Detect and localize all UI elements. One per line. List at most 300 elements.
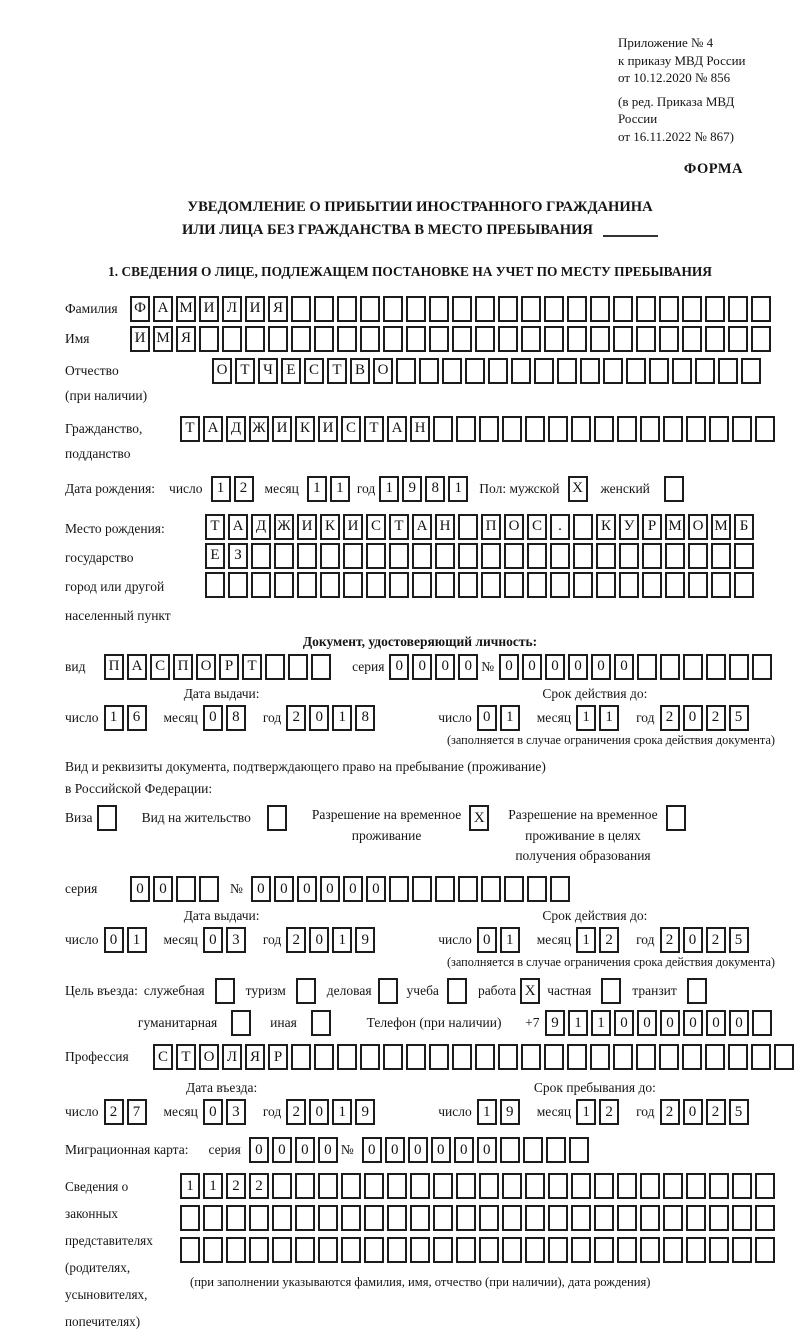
char-cell[interactable]: [755, 1173, 775, 1199]
char-cell[interactable]: [314, 1044, 334, 1070]
char-cell[interactable]: [640, 1205, 660, 1231]
char-cell[interactable]: [751, 1044, 771, 1070]
char-cell[interactable]: [732, 416, 752, 442]
char-cell[interactable]: 1: [332, 927, 352, 953]
char-cell[interactable]: [412, 543, 432, 569]
char-cell[interactable]: О: [504, 514, 524, 540]
char-cell[interactable]: 1: [332, 1099, 352, 1125]
char-cell[interactable]: П: [481, 514, 501, 540]
char-cell[interactable]: [360, 326, 380, 352]
char-cell[interactable]: [387, 1173, 407, 1199]
char-cell[interactable]: [567, 326, 587, 352]
char-cell[interactable]: [546, 1137, 566, 1163]
char-cell[interactable]: [458, 876, 478, 902]
purpose-work-checkbox[interactable]: X: [520, 978, 540, 1004]
char-cell[interactable]: [617, 1237, 637, 1263]
char-cell[interactable]: 0: [203, 705, 223, 731]
char-cell[interactable]: Т: [242, 654, 262, 680]
visa-checkbox[interactable]: [97, 805, 117, 831]
char-cell[interactable]: [341, 1205, 361, 1231]
char-cell[interactable]: 1: [591, 1010, 611, 1036]
char-cell[interactable]: [249, 1237, 269, 1263]
char-cell[interactable]: [410, 1237, 430, 1263]
char-cell[interactable]: [222, 326, 242, 352]
char-cell[interactable]: [498, 326, 518, 352]
char-cell[interactable]: [272, 1173, 292, 1199]
char-cell[interactable]: 0: [274, 876, 294, 902]
char-cell[interactable]: [396, 358, 416, 384]
char-cell[interactable]: [728, 1044, 748, 1070]
char-cell[interactable]: [663, 1205, 683, 1231]
char-cell[interactable]: 5: [729, 927, 749, 953]
char-cell[interactable]: [544, 296, 564, 322]
char-cell[interactable]: [732, 1205, 752, 1231]
char-cell[interactable]: Я: [268, 296, 288, 322]
char-cell[interactable]: 7: [127, 1099, 147, 1125]
purpose-humanitarian-checkbox[interactable]: [231, 1010, 251, 1036]
char-cell[interactable]: 1: [576, 705, 596, 731]
char-cell[interactable]: [180, 1237, 200, 1263]
char-cell[interactable]: [695, 358, 715, 384]
char-cell[interactable]: 1: [576, 927, 596, 953]
char-cell[interactable]: 2: [706, 1099, 726, 1125]
char-cell[interactable]: [660, 654, 680, 680]
char-cell[interactable]: [502, 1237, 522, 1263]
sex-male-checkbox[interactable]: X: [568, 476, 588, 502]
char-cell[interactable]: Л: [222, 1044, 242, 1070]
char-cell[interactable]: 1: [599, 705, 619, 731]
char-cell[interactable]: Н: [435, 514, 455, 540]
purpose-business-checkbox[interactable]: [378, 978, 398, 1004]
char-cell[interactable]: С: [527, 514, 547, 540]
char-cell[interactable]: [544, 1044, 564, 1070]
char-cell[interactable]: З: [228, 543, 248, 569]
char-cell[interactable]: 0: [153, 876, 173, 902]
char-cell[interactable]: [567, 1044, 587, 1070]
char-cell[interactable]: [435, 876, 455, 902]
char-cell[interactable]: [613, 326, 633, 352]
char-cell[interactable]: [734, 543, 754, 569]
char-cell[interactable]: 0: [499, 654, 519, 680]
char-cell[interactable]: [412, 572, 432, 598]
char-cell[interactable]: 0: [477, 705, 497, 731]
char-cell[interactable]: 2: [249, 1173, 269, 1199]
char-cell[interactable]: Р: [268, 1044, 288, 1070]
char-cell[interactable]: [458, 543, 478, 569]
char-cell[interactable]: 0: [458, 654, 478, 680]
char-cell[interactable]: [751, 326, 771, 352]
char-cell[interactable]: 8: [355, 705, 375, 731]
char-cell[interactable]: [272, 1237, 292, 1263]
char-cell[interactable]: [314, 296, 334, 322]
char-cell[interactable]: 1: [180, 1173, 200, 1199]
char-cell[interactable]: [686, 416, 706, 442]
char-cell[interactable]: [709, 416, 729, 442]
char-cell[interactable]: [268, 326, 288, 352]
char-cell[interactable]: Н: [410, 416, 430, 442]
char-cell[interactable]: И: [343, 514, 363, 540]
char-cell[interactable]: О: [688, 514, 708, 540]
char-cell[interactable]: [636, 326, 656, 352]
char-cell[interactable]: М: [665, 514, 685, 540]
char-cell[interactable]: [412, 876, 432, 902]
char-cell[interactable]: Т: [205, 514, 225, 540]
char-cell[interactable]: [709, 1237, 729, 1263]
char-cell[interactable]: [663, 1237, 683, 1263]
char-cell[interactable]: Т: [364, 416, 384, 442]
char-cell[interactable]: 9: [500, 1099, 520, 1125]
char-cell[interactable]: [452, 1044, 472, 1070]
char-cell[interactable]: [337, 326, 357, 352]
char-cell[interactable]: [297, 543, 317, 569]
char-cell[interactable]: [205, 572, 225, 598]
char-cell[interactable]: О: [373, 358, 393, 384]
char-cell[interactable]: 2: [599, 1099, 619, 1125]
char-cell[interactable]: [199, 876, 219, 902]
char-cell[interactable]: [706, 654, 726, 680]
char-cell[interactable]: [732, 1237, 752, 1263]
char-cell[interactable]: 2: [286, 705, 306, 731]
char-cell[interactable]: 2: [599, 927, 619, 953]
char-cell[interactable]: [728, 326, 748, 352]
char-cell[interactable]: [452, 326, 472, 352]
char-cell[interactable]: М: [711, 514, 731, 540]
char-cell[interactable]: [389, 543, 409, 569]
char-cell[interactable]: 1: [500, 927, 520, 953]
char-cell[interactable]: 2: [226, 1173, 246, 1199]
char-cell[interactable]: [318, 1205, 338, 1231]
char-cell[interactable]: [525, 416, 545, 442]
char-cell[interactable]: [318, 1173, 338, 1199]
char-cell[interactable]: [571, 416, 591, 442]
char-cell[interactable]: О: [199, 1044, 219, 1070]
char-cell[interactable]: 1: [104, 705, 124, 731]
char-cell[interactable]: [557, 358, 577, 384]
char-cell[interactable]: 1: [477, 1099, 497, 1125]
char-cell[interactable]: 0: [522, 654, 542, 680]
char-cell[interactable]: [364, 1173, 384, 1199]
char-cell[interactable]: [337, 296, 357, 322]
char-cell[interactable]: [318, 1237, 338, 1263]
char-cell[interactable]: [521, 326, 541, 352]
char-cell[interactable]: [596, 543, 616, 569]
char-cell[interactable]: 0: [320, 876, 340, 902]
char-cell[interactable]: [603, 358, 623, 384]
char-cell[interactable]: Я: [176, 326, 196, 352]
char-cell[interactable]: 2: [660, 705, 680, 731]
char-cell[interactable]: [741, 358, 761, 384]
char-cell[interactable]: [688, 543, 708, 569]
char-cell[interactable]: [573, 514, 593, 540]
char-cell[interactable]: [711, 543, 731, 569]
char-cell[interactable]: А: [153, 296, 173, 322]
char-cell[interactable]: 0: [297, 876, 317, 902]
char-cell[interactable]: [274, 543, 294, 569]
char-cell[interactable]: [383, 1044, 403, 1070]
char-cell[interactable]: М: [153, 326, 173, 352]
char-cell[interactable]: 0: [366, 876, 386, 902]
char-cell[interactable]: 0: [454, 1137, 474, 1163]
char-cell[interactable]: [433, 1205, 453, 1231]
char-cell[interactable]: 2: [286, 927, 306, 953]
char-cell[interactable]: [534, 358, 554, 384]
char-cell[interactable]: [249, 1205, 269, 1231]
char-cell[interactable]: [498, 1044, 518, 1070]
char-cell[interactable]: О: [212, 358, 232, 384]
purpose-study-checkbox[interactable]: [447, 978, 467, 1004]
char-cell[interactable]: [663, 416, 683, 442]
char-cell[interactable]: [452, 296, 472, 322]
char-cell[interactable]: [705, 326, 725, 352]
char-cell[interactable]: [665, 543, 685, 569]
char-cell[interactable]: [265, 654, 285, 680]
char-cell[interactable]: [594, 1205, 614, 1231]
char-cell[interactable]: [613, 1044, 633, 1070]
char-cell[interactable]: [410, 1173, 430, 1199]
char-cell[interactable]: [481, 543, 501, 569]
char-cell[interactable]: [665, 572, 685, 598]
char-cell[interactable]: [429, 1044, 449, 1070]
char-cell[interactable]: [527, 543, 547, 569]
char-cell[interactable]: 0: [272, 1137, 292, 1163]
char-cell[interactable]: [389, 572, 409, 598]
char-cell[interactable]: [295, 1205, 315, 1231]
char-cell[interactable]: 0: [683, 1099, 703, 1125]
char-cell[interactable]: 0: [362, 1137, 382, 1163]
char-cell[interactable]: [272, 1205, 292, 1231]
char-cell[interactable]: [245, 326, 265, 352]
char-cell[interactable]: А: [203, 416, 223, 442]
char-cell[interactable]: [341, 1237, 361, 1263]
char-cell[interactable]: [176, 876, 196, 902]
char-cell[interactable]: [527, 876, 547, 902]
char-cell[interactable]: 0: [591, 654, 611, 680]
char-cell[interactable]: [274, 572, 294, 598]
char-cell[interactable]: И: [245, 296, 265, 322]
char-cell[interactable]: Р: [219, 654, 239, 680]
char-cell[interactable]: [734, 572, 754, 598]
char-cell[interactable]: [343, 543, 363, 569]
char-cell[interactable]: Я: [245, 1044, 265, 1070]
char-cell[interactable]: 0: [614, 654, 634, 680]
char-cell[interactable]: П: [104, 654, 124, 680]
char-cell[interactable]: [504, 876, 524, 902]
char-cell[interactable]: [251, 572, 271, 598]
char-cell[interactable]: [500, 1137, 520, 1163]
char-cell[interactable]: [594, 416, 614, 442]
char-cell[interactable]: 0: [614, 1010, 634, 1036]
char-cell[interactable]: [594, 1237, 614, 1263]
char-cell[interactable]: [456, 416, 476, 442]
char-cell[interactable]: 0: [318, 1137, 338, 1163]
char-cell[interactable]: [626, 358, 646, 384]
char-cell[interactable]: [709, 1205, 729, 1231]
char-cell[interactable]: 0: [683, 927, 703, 953]
char-cell[interactable]: [642, 543, 662, 569]
char-cell[interactable]: [636, 1044, 656, 1070]
char-cell[interactable]: [527, 572, 547, 598]
char-cell[interactable]: К: [320, 514, 340, 540]
char-cell[interactable]: [364, 1237, 384, 1263]
char-cell[interactable]: [433, 1237, 453, 1263]
char-cell[interactable]: [383, 296, 403, 322]
char-cell[interactable]: 2: [706, 927, 726, 953]
char-cell[interactable]: И: [297, 514, 317, 540]
char-cell[interactable]: С: [153, 1044, 173, 1070]
char-cell[interactable]: В: [350, 358, 370, 384]
char-cell[interactable]: 0: [309, 1099, 329, 1125]
char-cell[interactable]: К: [295, 416, 315, 442]
char-cell[interactable]: [617, 1173, 637, 1199]
char-cell[interactable]: [387, 1205, 407, 1231]
char-cell[interactable]: 0: [249, 1137, 269, 1163]
char-cell[interactable]: [682, 1044, 702, 1070]
char-cell[interactable]: О: [196, 654, 216, 680]
temp-permit-checkbox[interactable]: X: [469, 805, 489, 831]
char-cell[interactable]: [590, 296, 610, 322]
char-cell[interactable]: [718, 358, 738, 384]
char-cell[interactable]: [475, 1044, 495, 1070]
char-cell[interactable]: [525, 1237, 545, 1263]
char-cell[interactable]: [732, 1173, 752, 1199]
char-cell[interactable]: [433, 416, 453, 442]
char-cell[interactable]: [548, 1205, 568, 1231]
char-cell[interactable]: [481, 572, 501, 598]
char-cell[interactable]: [406, 326, 426, 352]
char-cell[interactable]: [686, 1173, 706, 1199]
char-cell[interactable]: [705, 1044, 725, 1070]
char-cell[interactable]: 0: [660, 1010, 680, 1036]
char-cell[interactable]: [571, 1205, 591, 1231]
char-cell[interactable]: [320, 543, 340, 569]
char-cell[interactable]: [752, 1010, 772, 1036]
char-cell[interactable]: [465, 358, 485, 384]
char-cell[interactable]: 3: [226, 927, 246, 953]
char-cell[interactable]: С: [304, 358, 324, 384]
char-cell[interactable]: [433, 1173, 453, 1199]
char-cell[interactable]: [571, 1237, 591, 1263]
char-cell[interactable]: [458, 514, 478, 540]
char-cell[interactable]: [686, 1237, 706, 1263]
char-cell[interactable]: [475, 326, 495, 352]
char-cell[interactable]: [525, 1205, 545, 1231]
purpose-official-checkbox[interactable]: [215, 978, 235, 1004]
char-cell[interactable]: 2: [660, 1099, 680, 1125]
char-cell[interactable]: [755, 1237, 775, 1263]
char-cell[interactable]: [619, 543, 639, 569]
char-cell[interactable]: 1: [500, 705, 520, 731]
char-cell[interactable]: [383, 326, 403, 352]
char-cell[interactable]: [596, 572, 616, 598]
char-cell[interactable]: [481, 876, 501, 902]
char-cell[interactable]: Т: [327, 358, 347, 384]
char-cell[interactable]: [649, 358, 669, 384]
char-cell[interactable]: 0: [435, 654, 455, 680]
char-cell[interactable]: [479, 1237, 499, 1263]
char-cell[interactable]: И: [130, 326, 150, 352]
char-cell[interactable]: [226, 1237, 246, 1263]
char-cell[interactable]: [435, 572, 455, 598]
char-cell[interactable]: [705, 296, 725, 322]
char-cell[interactable]: [544, 326, 564, 352]
char-cell[interactable]: [360, 1044, 380, 1070]
char-cell[interactable]: [709, 1173, 729, 1199]
char-cell[interactable]: Т: [180, 416, 200, 442]
char-cell[interactable]: [548, 416, 568, 442]
char-cell[interactable]: [683, 654, 703, 680]
char-cell[interactable]: А: [228, 514, 248, 540]
char-cell[interactable]: [366, 543, 386, 569]
char-cell[interactable]: [711, 572, 731, 598]
char-cell[interactable]: [406, 296, 426, 322]
char-cell[interactable]: С: [366, 514, 386, 540]
char-cell[interactable]: [479, 1205, 499, 1231]
char-cell[interactable]: [590, 1044, 610, 1070]
char-cell[interactable]: Д: [226, 416, 246, 442]
char-cell[interactable]: [180, 1205, 200, 1231]
char-cell[interactable]: Б: [734, 514, 754, 540]
char-cell[interactable]: [502, 1205, 522, 1231]
char-cell[interactable]: А: [387, 416, 407, 442]
char-cell[interactable]: [755, 416, 775, 442]
char-cell[interactable]: [456, 1237, 476, 1263]
char-cell[interactable]: [688, 572, 708, 598]
char-cell[interactable]: [550, 876, 570, 902]
char-cell[interactable]: И: [318, 416, 338, 442]
char-cell[interactable]: [479, 1173, 499, 1199]
char-cell[interactable]: [429, 296, 449, 322]
purpose-private-checkbox[interactable]: [601, 978, 621, 1004]
char-cell[interactable]: К: [596, 514, 616, 540]
char-cell[interactable]: 0: [251, 876, 271, 902]
char-cell[interactable]: [488, 358, 508, 384]
char-cell[interactable]: 0: [389, 654, 409, 680]
char-cell[interactable]: 5: [729, 705, 749, 731]
char-cell[interactable]: [364, 1205, 384, 1231]
char-cell[interactable]: 0: [477, 1137, 497, 1163]
char-cell[interactable]: [360, 296, 380, 322]
char-cell[interactable]: [389, 876, 409, 902]
char-cell[interactable]: [341, 1173, 361, 1199]
char-cell[interactable]: [573, 572, 593, 598]
char-cell[interactable]: 0: [309, 705, 329, 731]
char-cell[interactable]: [672, 358, 692, 384]
char-cell[interactable]: Ж: [249, 416, 269, 442]
char-cell[interactable]: Т: [235, 358, 255, 384]
char-cell[interactable]: [659, 1044, 679, 1070]
purpose-transit-checkbox[interactable]: [687, 978, 707, 1004]
char-cell[interactable]: [659, 296, 679, 322]
char-cell[interactable]: [458, 572, 478, 598]
char-cell[interactable]: [573, 543, 593, 569]
char-cell[interactable]: [502, 1173, 522, 1199]
char-cell[interactable]: П: [173, 654, 193, 680]
char-cell[interactable]: [617, 1205, 637, 1231]
char-cell[interactable]: [548, 1173, 568, 1199]
char-cell[interactable]: [619, 572, 639, 598]
char-cell[interactable]: 0: [545, 654, 565, 680]
char-cell[interactable]: Д: [251, 514, 271, 540]
char-cell[interactable]: [594, 1173, 614, 1199]
char-cell[interactable]: А: [412, 514, 432, 540]
char-cell[interactable]: 0: [683, 705, 703, 731]
char-cell[interactable]: 2: [234, 476, 254, 502]
char-cell[interactable]: [343, 572, 363, 598]
char-cell[interactable]: [288, 654, 308, 680]
char-cell[interactable]: 0: [203, 927, 223, 953]
char-cell[interactable]: 0: [343, 876, 363, 902]
char-cell[interactable]: [311, 654, 331, 680]
